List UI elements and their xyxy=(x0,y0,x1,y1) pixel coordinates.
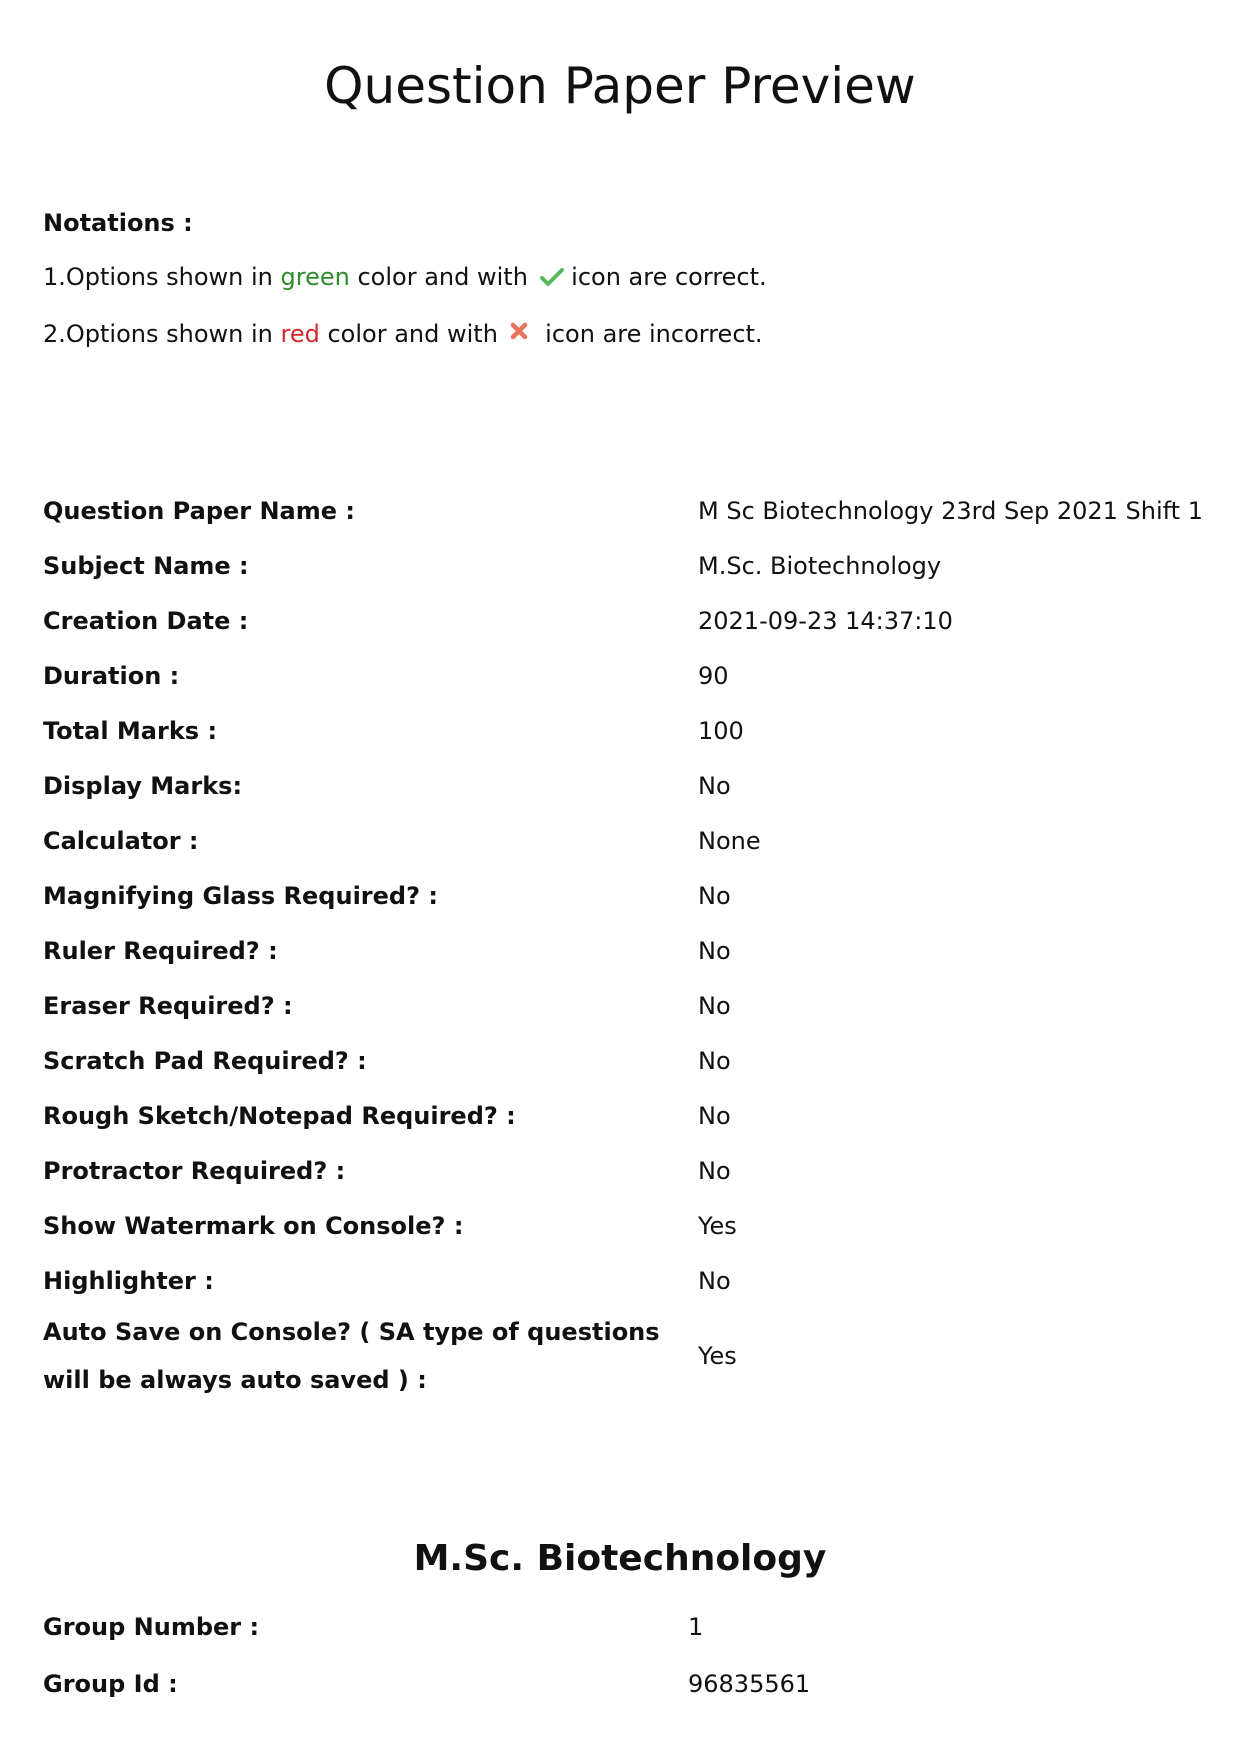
info-value: M.Sc. Biotechnology xyxy=(698,551,942,580)
info-label: Auto Save on Console? ( SA type of questions will be always auto saved ) : xyxy=(43,1318,660,1394)
paper-info-table xyxy=(43,483,1203,1404)
notation-correct-middle: color and with xyxy=(349,263,536,291)
info-row-duration xyxy=(43,648,1203,703)
info-value: Yes xyxy=(698,1211,737,1240)
info-row-creation-date xyxy=(43,593,1203,648)
info-label: Ruler Required? : xyxy=(43,936,278,965)
info-label: Total Marks : xyxy=(43,716,218,745)
section-title: M.Sc. Biotechnology xyxy=(413,1538,827,1579)
info-row-display-marks xyxy=(43,758,1203,813)
info-label: Highlighter : xyxy=(43,1266,214,1295)
info-value: None xyxy=(698,826,761,855)
info-row-auto-save xyxy=(43,1308,1203,1404)
notation-incorrect xyxy=(43,312,767,352)
group-value: 1 xyxy=(688,1612,704,1641)
info-label: Display Marks: xyxy=(43,771,243,800)
info-label: Eraser Required? : xyxy=(43,991,293,1020)
page-title: Question Paper Preview xyxy=(324,57,916,115)
info-label: Question Paper Name : xyxy=(43,496,355,525)
info-row-highlighter xyxy=(43,1253,1203,1308)
info-row-eraser xyxy=(43,978,1203,1033)
info-value: 2021-09-23 14:37:10 xyxy=(698,606,953,635)
info-row-scratch-pad xyxy=(43,1033,1203,1088)
notation-incorrect-prefix: 2.Options shown in xyxy=(43,320,281,348)
info-row-subject-name xyxy=(43,538,1203,593)
info-value: No xyxy=(698,991,731,1020)
info-value: No xyxy=(698,1046,731,1075)
info-label: Calculator : xyxy=(43,826,199,855)
info-label: Duration : xyxy=(43,661,180,690)
info-value: No xyxy=(698,936,731,965)
info-label: Creation Date : xyxy=(43,606,249,635)
info-value: 100 xyxy=(698,716,744,745)
notation-incorrect-middle: color and with xyxy=(319,320,506,348)
notation-correct-suffix: icon are correct. xyxy=(563,263,767,291)
info-row-calculator xyxy=(43,813,1203,868)
info-label: Show Watermark on Console? : xyxy=(43,1211,464,1240)
notations-section xyxy=(43,203,767,352)
info-row-total-marks xyxy=(43,703,1203,758)
info-label: Scratch Pad Required? : xyxy=(43,1046,367,1075)
info-value: No xyxy=(698,1101,731,1130)
group-row-number xyxy=(43,1598,1203,1655)
info-value: No xyxy=(698,1266,731,1295)
info-value: M Sc Biotechnology 23rd Sep 2021 Shift 1 xyxy=(698,496,1203,525)
notation-correct-prefix: 1.Options shown in xyxy=(43,263,281,291)
info-label: Rough Sketch/Notepad Required? : xyxy=(43,1101,516,1130)
info-label: Protractor Required? : xyxy=(43,1156,346,1185)
info-row-paper-name xyxy=(43,483,1203,538)
notation-correct xyxy=(43,257,767,297)
group-label: Group Number : xyxy=(43,1612,260,1641)
notation-incorrect-color-word: red xyxy=(280,320,320,348)
info-row-watermark xyxy=(43,1198,1203,1253)
info-value: No xyxy=(698,771,731,800)
notations-heading: Notations : xyxy=(43,209,193,237)
info-row-rough-sketch xyxy=(43,1088,1203,1143)
group-value: 96835561 xyxy=(688,1669,811,1698)
info-value: 90 xyxy=(698,661,729,690)
group-row-id xyxy=(43,1655,1203,1712)
notation-incorrect-suffix: icon are incorrect. xyxy=(537,320,763,348)
info-row-magnifying-glass xyxy=(43,868,1203,923)
group-label: Group Id : xyxy=(43,1669,178,1698)
info-label: Magnifying Glass Required? : xyxy=(43,881,438,910)
info-value: No xyxy=(698,1156,731,1185)
check-icon xyxy=(540,259,564,279)
info-label: Subject Name : xyxy=(43,551,249,580)
notation-correct-color-word: green xyxy=(280,263,350,291)
cross-icon xyxy=(510,312,528,330)
group-info-table xyxy=(43,1598,1203,1712)
info-row-ruler xyxy=(43,923,1203,978)
info-value: Yes xyxy=(698,1342,737,1370)
info-row-protractor xyxy=(43,1143,1203,1198)
info-value: No xyxy=(698,881,731,910)
